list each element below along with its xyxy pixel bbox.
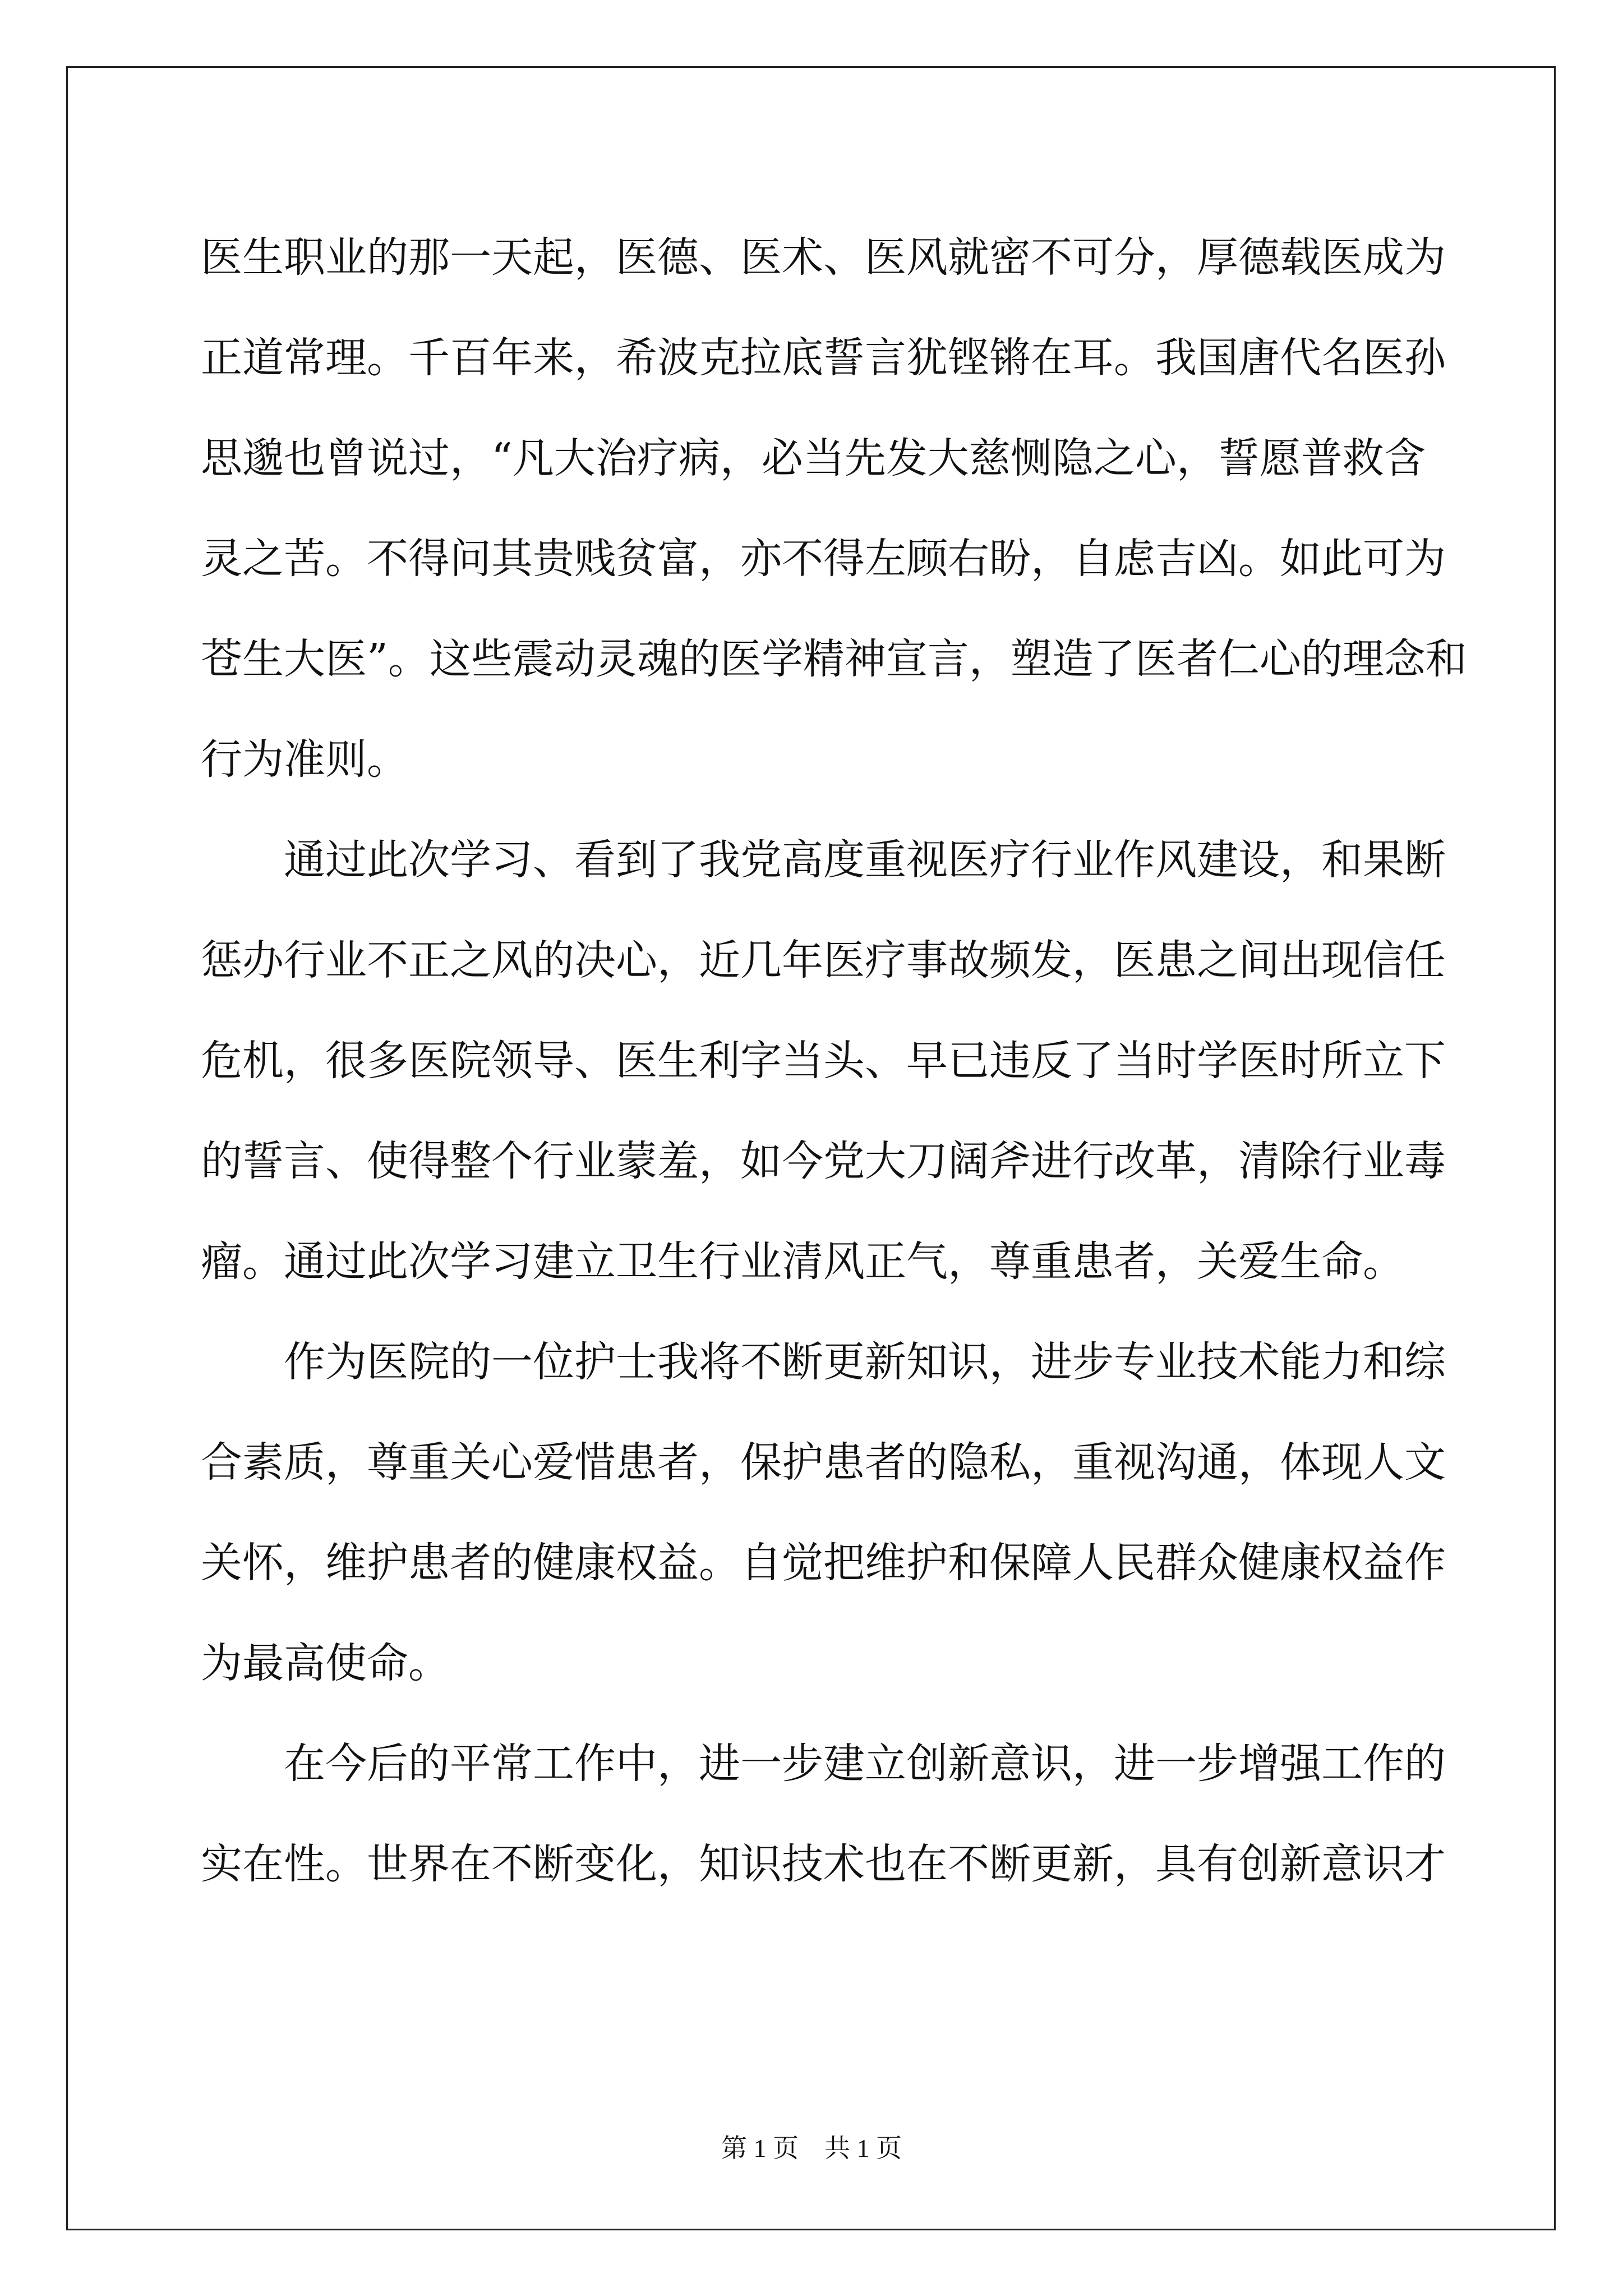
- text-line: 行为准则。: [201, 735, 408, 784]
- text-line: 的誓言、使得整个行业蒙羞，如今党大刀阔斧进行改革，清除行业毒: [201, 1137, 1446, 1185]
- text-line: 实在性。世界在不断变化，知识技术也在不断更新，具有创新意识才: [201, 1840, 1446, 1888]
- text-line: 正道常理。千百年来，希波克拉底誓言犹铿锵在耳。我国唐代名医孙: [201, 334, 1446, 382]
- text-line: 作为医院的一位护士我将不断更新知识，进步专业技术能力和综: [201, 1338, 1446, 1386]
- text-line: 在今后的平常工作中，进一步建立创新意识，进一步增强工作的: [201, 1740, 1446, 1788]
- text-line: 苍生大医”。这些震动灵魂的医学精神宣言，塑造了医者仁心的理念和: [201, 635, 1467, 683]
- text-line: 危机，很多医院领导、医生利字当头、早已违反了当时学医时所立下: [201, 1037, 1446, 1085]
- page-footer: [0, 2132, 1623, 2165]
- text-line: 医生职业的那一天起，医德、医术、医风就密不可分，厚德载医成为: [201, 233, 1446, 282]
- text-line: 惩办行业不正之风的决心，近几年医疗事故频发，医患之间出现信任: [201, 936, 1446, 984]
- text-line: 瘤。通过此次学习建立卫生行业清风正气，尊重患者，关爱生命。: [201, 1237, 1404, 1286]
- text-line: 为最高使命。: [201, 1639, 450, 1687]
- text-line: 通过此次学习、看到了我党高度重视医疗行业作风建设，和果断: [201, 836, 1446, 884]
- page-number-label: 第 1 页 共 1 页: [721, 2134, 902, 2162]
- text-line: 关怀，维护患者的健康权益。自觉把维护和保障人民群众健康权益作: [201, 1539, 1446, 1587]
- text-line: 灵之苦。不得问其贵贱贫富，亦不得左顾右盼，自虑吉凶。如此可为: [201, 535, 1446, 583]
- text-line: 思邈也曾说过，“凡大治疗病，必当先发大慈恻隐之心，誓愿普救含: [201, 434, 1426, 482]
- document-body: [201, 208, 1467, 1915]
- text-line: 合素质，尊重关心爱惜患者，保护患者的隐私，重视沟通，体现人文: [201, 1438, 1446, 1487]
